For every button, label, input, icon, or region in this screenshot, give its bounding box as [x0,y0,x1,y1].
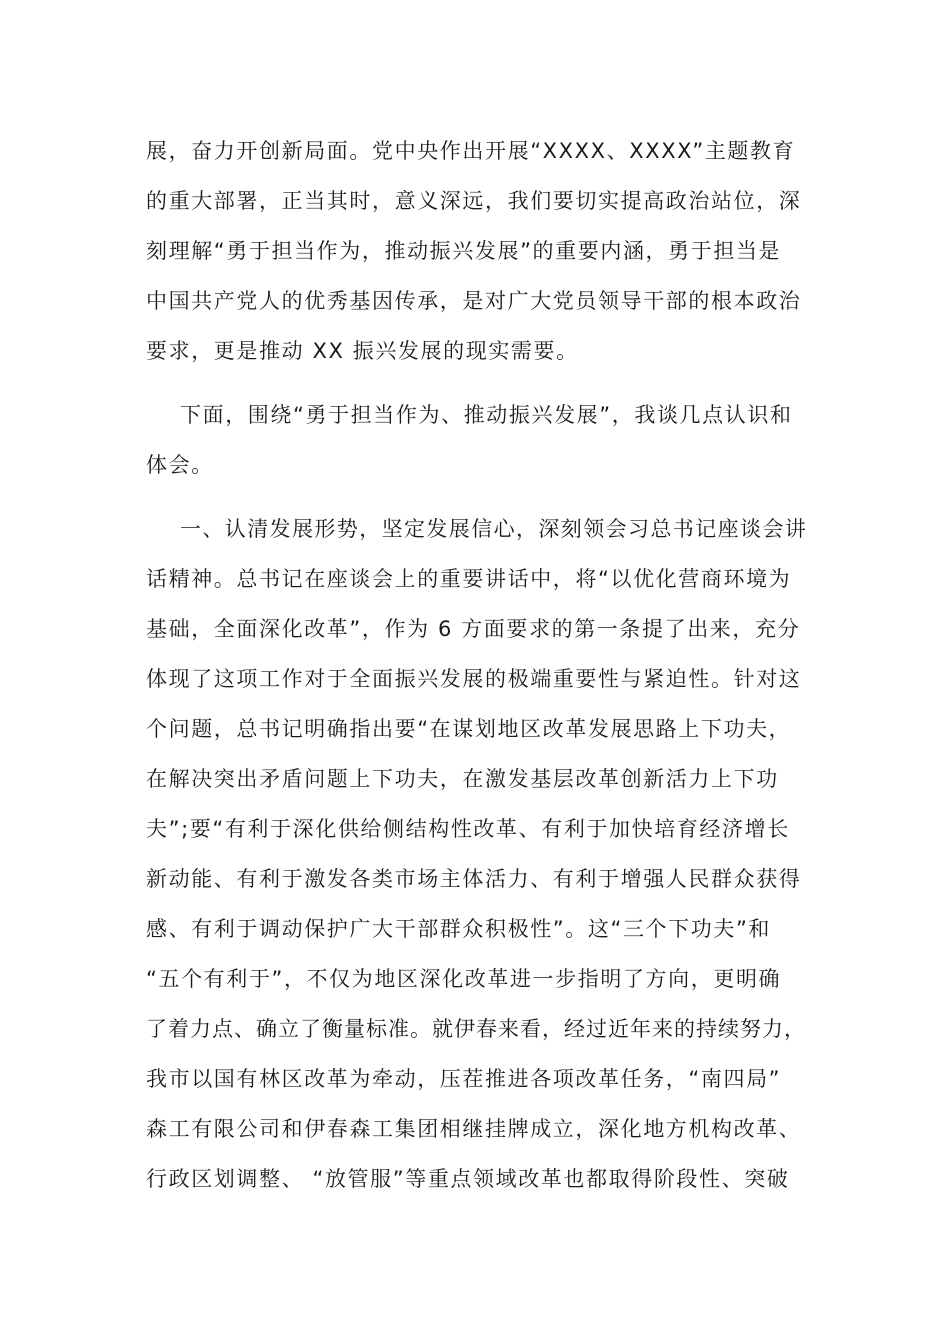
paragraph-3-line: 森工有限公司和伊春森工集团相继挂牌成立，深化地方机构改革、 [146,1117,802,1141]
paragraph-3-line: 夫”;要“有利于深化供给侧结构性改革、有利于加快培育经济增长 [146,817,790,841]
paragraph-3-line: 一、认清发展形势，坚定发展信心，深刻领会习总书记座谈会讲 [180,517,808,541]
paragraph-1-line: 的重大部署，正当其时，意义深远，我们要切实提高政治站位，深 [146,189,802,213]
paragraph-3-line: 在解决突出矛盾问题上下功夫，在激发基层改革创新活力上下功 [146,767,779,791]
paragraph-3-line: 了着力点、确立了衡量标准。就伊春来看，经过近年来的持续努力， [146,1017,806,1041]
paragraph-3-line: 体现了这项工作对于全面振兴发展的极端重要性与紧迫性。针对这 [146,667,802,691]
paragraph-1-line: 中国共产党人的优秀基因传承，是对广大党员领导干部的根本政治 [146,289,802,313]
paragraph-2-line: 下面，围绕“勇于担当作为、推动振兴发展”，我谈几点认识和 [180,403,793,427]
paragraph-3-line: 行政区划调整、 “放管服”等重点领域改革也都取得阶段性、突破 [146,1167,790,1191]
paragraph-1-line: 展，奋力开创新局面。党中央作出开展“XXXX、XXXX”主题教育 [146,139,796,163]
paragraph-3-line: 新动能、有利于激发各类市场主体活力、有利于增强人民群众获得 [146,867,802,891]
paragraph-3-line: 我市以国有林区改革为牵动，压茬推进各项改革任务，“南四局” [146,1067,782,1091]
paragraph-1-line: 刻理解“勇于担当作为，推动振兴发展”的重要内涵，勇于担当是 [146,239,782,263]
paragraph-3-line: “五个有利于”，不仅为地区深化改革进一步指明了方向，更明确 [146,967,782,991]
paragraph-3-line: 基础，全面深化改革”，作为 6 方面要求的第一条提了出来，充分 [146,617,801,641]
paragraph-3-line: 感、有利于调动保护广大干部群众积极性”。这“三个下功夫”和 [146,917,772,941]
paragraph-3-line: 话精神。总书记在座谈会上的重要讲话中，将“以优化营商环境为 [146,567,792,591]
paragraph-2-line: 体会。 [146,453,214,477]
paragraph-3-line: 个问题，总书记明确指出要“在谋划地区改革发展思路上下功夫， [146,717,792,741]
paragraph-1-line: 要求，更是推动 XX 振兴发展的现实需要。 [146,339,579,363]
